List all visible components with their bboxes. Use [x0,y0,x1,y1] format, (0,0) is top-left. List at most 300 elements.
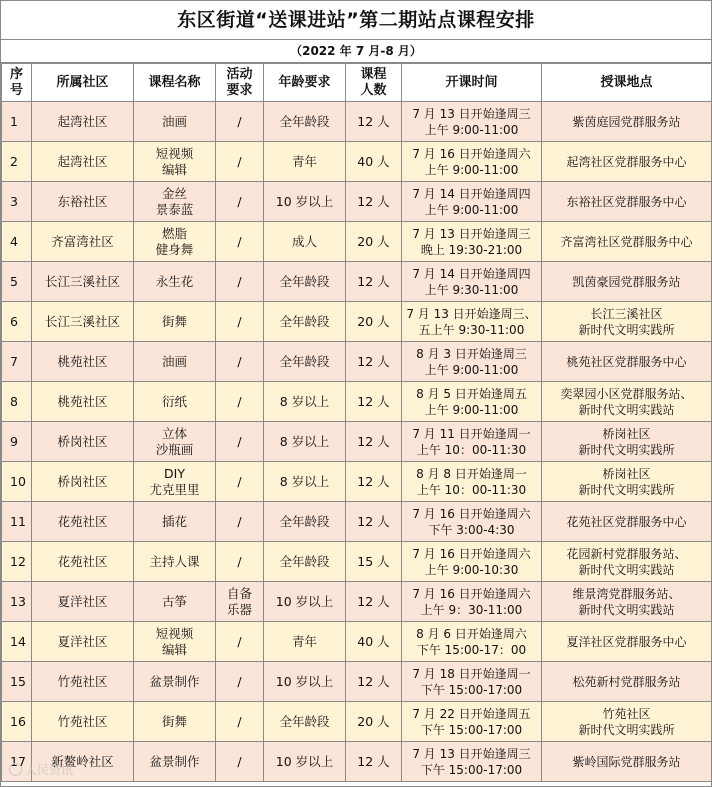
watermark [9,761,73,778]
cell-age-text: 全年龄段 [279,553,330,569]
cell-requirement [216,622,264,662]
cell-count [346,182,402,222]
cell-age-text: 全年龄段 [279,113,330,129]
table-row [2,622,712,662]
cell-no-text: 4 [10,233,18,249]
cell-no [2,302,32,342]
cell-course [134,622,216,662]
cell-time-text: 7 月 11 日开始逢周一 上午 10：00-11:30 [412,426,531,457]
cell-course-text: 燃脂 健身舞 [155,225,194,257]
cell-time-text: 7 月 13 日开始逢周三 下午 15:00-17:00 [412,746,531,777]
cell-place-text: 竹苑社区 新时代文明实践所 [578,706,675,737]
cell-no [2,342,32,382]
cell-time [402,222,542,262]
cell-time [402,422,542,462]
cell-place [542,542,712,582]
page-subtitle: （2022 年 7 月-8 月） [1,40,711,63]
cell-course-text: 永生花 [155,273,194,289]
cell-time [402,342,542,382]
cell-requirement-text: / [237,513,242,529]
cell-community [32,422,134,462]
cell-place-text: 紫茵庭园党群服务站 [572,114,681,129]
cell-community [32,142,134,182]
cell-course [134,302,216,342]
cell-requirement [216,502,264,542]
cell-place [542,222,712,262]
page-title: 东区街道“送课进站”第二期站点课程安排 [1,1,711,40]
cell-community-text: 桥岗社区 [57,433,108,449]
cell-count [346,302,402,342]
watermark-text: 人民资讯 [25,763,74,777]
cell-no [2,622,32,662]
cell-count [346,622,402,662]
cell-place-text: 花苑社区党群服务中心 [566,514,687,529]
cell-age [264,262,346,302]
cell-community-text: 新鳌岭社区 [51,753,114,769]
cell-no [2,542,32,582]
table-row [2,382,712,422]
cell-requirement [216,182,264,222]
cell-community-text: 东裕社区 [57,193,108,209]
cell-requirement-text: / [237,273,242,289]
cell-requirement-text: / [237,713,242,729]
cell-no [2,382,32,422]
watermark-logo-icon [9,763,22,776]
table-row [2,342,712,382]
cell-community [32,502,134,542]
cell-count [346,102,402,142]
cell-count-text: 12 人 [357,193,390,209]
cell-place [542,662,712,702]
cell-count-text: 12 人 [357,673,390,689]
cell-course [134,582,216,622]
cell-no-text: 1 [10,113,18,129]
cell-time [402,702,542,742]
cell-age-text: 8 岁以上 [279,393,330,409]
cell-requirement-text: / [237,193,242,209]
table-row [2,502,712,542]
cell-course-text: 盆景制作 [149,753,200,769]
cell-count [346,422,402,462]
cell-time-text: 7 月 22 日开始逢周五 下午 15:00-17:00 [412,706,531,737]
cell-course-text: 盆景制作 [149,673,200,689]
cell-place-text: 紫岭国际党群服务站 [572,754,681,769]
cell-count-text: 12 人 [357,433,390,449]
cell-age-text: 青年 [291,153,317,169]
cell-place [542,142,712,182]
cell-count-text: 12 人 [357,753,390,769]
header-requirement: 活动 要求 [216,64,264,102]
header-age: 年龄要求 [264,64,346,102]
cell-place [542,302,712,342]
cell-course [134,262,216,302]
cell-course-text: 短视频 编辑 [155,625,194,657]
cell-time [402,262,542,302]
cell-place [542,702,712,742]
cell-age [264,702,346,742]
cell-community-text: 起湾社区 [57,113,108,129]
cell-count-text: 12 人 [357,393,390,409]
cell-place [542,342,712,382]
cell-place-text: 维景湾党群服务站、 新时代文明实践站 [572,586,681,617]
cell-requirement [216,742,264,782]
cell-no-text: 15 [10,673,26,689]
cell-time [402,742,542,782]
cell-community [32,582,134,622]
cell-no-text: 5 [10,273,18,289]
cell-course-text: 衍纸 [161,393,187,409]
cell-age [264,662,346,702]
cell-count-text: 15 人 [357,553,390,569]
cell-count [346,142,402,182]
header-no: 序 号 [2,64,32,102]
cell-no-text: 14 [10,633,26,649]
cell-place-text: 桥岗社区 新时代文明实践所 [578,466,675,497]
cell-age-text: 8 岁以上 [279,473,330,489]
cell-time [402,622,542,662]
cell-count [346,462,402,502]
cell-community [32,262,134,302]
cell-age-text: 全年龄段 [279,273,330,289]
cell-no-text: 2 [10,153,18,169]
cell-course-text: 立体 沙瓶画 [155,425,194,457]
table-row [2,542,712,582]
cell-place [542,502,712,542]
cell-age [264,102,346,142]
cell-course [134,662,216,702]
table-row [2,182,712,222]
cell-count-text: 12 人 [357,513,390,529]
cell-place-text: 奕翠园小区党群服务站、 新时代文明实践站 [560,386,693,417]
cell-age [264,382,346,422]
cell-place [542,382,712,422]
cell-community-text: 长江三溪社区 [44,273,120,289]
cell-no [2,142,32,182]
cell-course [134,422,216,462]
cell-age [264,422,346,462]
cell-count-text: 12 人 [357,593,390,609]
cell-no-text: 6 [10,313,18,329]
cell-time-text: 7 月 16 日开始逢周六 上午 9:00-11:00 [412,146,531,177]
cell-age [264,222,346,262]
cell-community-text: 花苑社区 [57,553,108,569]
cell-no-text: 10 [10,473,26,489]
cell-community-text: 桃苑社区 [57,353,108,369]
cell-time-text: 7 月 14 日开始逢周四 上午 9:00-11:00 [412,186,531,217]
cell-place [542,742,712,782]
cell-community [32,302,134,342]
cell-no [2,102,32,142]
cell-requirement-text: / [237,113,242,129]
cell-no-text: 13 [10,593,26,609]
cell-requirement [216,462,264,502]
cell-count [346,582,402,622]
cell-course [134,382,216,422]
cell-time-text: 7 月 13 日开始逢周三 晚上 19:30-21:00 [412,226,531,257]
cell-course-text: 街舞 [161,313,187,329]
cell-no [2,462,32,502]
cell-course [134,182,216,222]
cell-requirement-text: / [237,753,242,769]
cell-course-text: 油画 [161,353,187,369]
cell-count [346,742,402,782]
cell-community [32,622,134,662]
cell-time [402,102,542,142]
cell-age [264,342,346,382]
cell-place-text: 起湾社区党群服务中心 [566,154,687,169]
cell-time-text: 7 月 16 日开始逢周六 上午 9:00-10:30 [412,546,531,577]
cell-requirement-text: / [237,433,242,449]
cell-age-text: 青年 [291,633,317,649]
header-course: 课程名称 [134,64,216,102]
cell-requirement-text: / [237,473,242,489]
cell-course [134,462,216,502]
table-row [2,142,712,182]
cell-count-text: 40 人 [357,633,390,649]
cell-age-text: 10 岁以上 [275,673,334,689]
table-row [2,222,712,262]
cell-community [32,342,134,382]
cell-course [134,742,216,782]
cell-course [134,222,216,262]
cell-count [346,222,402,262]
header-community: 所属社区 [32,64,134,102]
cell-count-text: 20 人 [357,313,390,329]
cell-no [2,262,32,302]
cell-time-text: 7 月 16 日开始逢周六 下午 3:00-4:30 [412,506,531,537]
cell-time [402,502,542,542]
cell-count-text: 20 人 [357,713,390,729]
cell-requirement [216,662,264,702]
cell-count-text: 12 人 [357,473,390,489]
cell-time-text: 8 月 3 日开始逢周三 上午 9:00-11:00 [416,346,527,377]
cell-community-text: 竹苑社区 [57,713,108,729]
cell-count-text: 40 人 [357,153,390,169]
cell-age [264,142,346,182]
cell-count [346,342,402,382]
cell-no-text: 11 [10,513,26,529]
cell-course-text: 街舞 [161,713,187,729]
cell-requirement-text: / [237,233,242,249]
cell-course-text: DIY 尤克里里 [149,465,200,497]
table-row [2,462,712,502]
cell-count [346,702,402,742]
cell-place-text: 长江三溪社区 新时代文明实践所 [578,306,675,337]
cell-requirement-text: 自备 乐器 [226,585,252,617]
cell-age [264,542,346,582]
cell-time-text: 8 月 5 日开始逢周五 上午 9:00-11:00 [416,386,527,417]
cell-course [134,702,216,742]
cell-place-text: 桥岗社区 新时代文明实践所 [578,426,675,457]
cell-community [32,382,134,422]
schedule-table [1,63,712,782]
cell-requirement-text: / [237,313,242,329]
cell-count [346,382,402,422]
cell-time-text: 7 月 14 日开始逢周四 上午 9:30-11:00 [412,266,531,297]
header-time: 开课时间 [402,64,542,102]
cell-age-text: 10 岁以上 [275,593,334,609]
cell-age-text: 全年龄段 [279,513,330,529]
cell-requirement-text: / [237,673,242,689]
table-row [2,302,712,342]
cell-count-text: 12 人 [357,273,390,289]
cell-count [346,262,402,302]
cell-no-text: 17 [10,753,26,769]
cell-age-text: 全年龄段 [279,313,330,329]
cell-no [2,702,32,742]
cell-requirement [216,222,264,262]
cell-place-text: 凯茵豪园党群服务站 [572,274,681,289]
cell-time [402,182,542,222]
table-row [2,102,712,142]
cell-no-text: 8 [10,393,18,409]
header-count: 课程 人数 [346,64,402,102]
cell-community-text: 桃苑社区 [57,393,108,409]
cell-age [264,302,346,342]
table-row [2,742,712,782]
cell-place [542,582,712,622]
cell-count [346,662,402,702]
cell-age [264,742,346,782]
cell-time [402,302,542,342]
cell-requirement [216,542,264,582]
cell-community [32,702,134,742]
cell-age-text: 10 岁以上 [275,753,334,769]
cell-time [402,142,542,182]
cell-course [134,542,216,582]
cell-time-text: 7 月 13 日开始逢周三、 五上午 9:30-11:00 [406,306,537,337]
cell-community-text: 桥岗社区 [57,473,108,489]
cell-requirement-text: / [237,353,242,369]
cell-place [542,182,712,222]
table-row [2,262,712,302]
table-row [2,582,712,622]
cell-count [346,502,402,542]
cell-course [134,142,216,182]
header-row [2,64,712,102]
cell-count [346,542,402,582]
cell-age-text: 全年龄段 [279,353,330,369]
cell-age [264,502,346,542]
cell-course-text: 古筝 [161,593,187,609]
cell-no-text: 16 [10,713,26,729]
cell-course [134,102,216,142]
cell-no [2,582,32,622]
cell-requirement [216,422,264,462]
cell-age-text: 10 岁以上 [275,193,334,209]
cell-community-text: 长江三溪社区 [44,313,120,329]
cell-place [542,102,712,142]
cell-community-text: 夏洋社区 [57,633,108,649]
cell-age [264,182,346,222]
cell-age-text: 8 岁以上 [279,433,330,449]
cell-no [2,182,32,222]
cell-no-text: 7 [10,353,18,369]
cell-place-text: 齐富湾社区党群服务中心 [560,234,693,249]
cell-time-text: 7 月 18 日开始逢周一 下午 15:00-17:00 [412,666,531,697]
cell-count-text: 20 人 [357,233,390,249]
cell-time [402,542,542,582]
cell-requirement [216,702,264,742]
cell-place-text: 花园新村党群服务站、 新时代文明实践站 [566,546,687,577]
cell-community-text: 夏洋社区 [57,593,108,609]
cell-time-text: 7 月 16 日开始逢周六 上午 9：30-11:00 [412,586,531,617]
cell-community-text: 齐富湾社区 [51,233,114,249]
cell-requirement [216,302,264,342]
cell-community-text: 花苑社区 [57,513,108,529]
cell-community [32,222,134,262]
cell-age [264,622,346,662]
cell-community-text: 竹苑社区 [57,673,108,689]
cell-time [402,382,542,422]
cell-time-text: 8 月 6 日开始逢周六 下午 15:00-17：00 [416,626,527,657]
cell-time [402,662,542,702]
cell-count-text: 12 人 [357,113,390,129]
header-place: 授课地点 [542,64,712,102]
cell-course [134,342,216,382]
cell-no-text: 12 [10,553,26,569]
cell-community [32,542,134,582]
cell-course-text: 主持人课 [149,553,200,569]
cell-requirement [216,102,264,142]
cell-requirement [216,582,264,622]
cell-age-text: 全年龄段 [279,713,330,729]
cell-no-text: 9 [10,433,18,449]
table-row [2,702,712,742]
cell-requirement [216,342,264,382]
cell-no [2,222,32,262]
cell-community [32,662,134,702]
cell-time [402,462,542,502]
cell-no [2,662,32,702]
cell-place [542,262,712,302]
cell-age [264,462,346,502]
cell-no-text: 3 [10,193,18,209]
cell-community [32,182,134,222]
cell-place [542,462,712,502]
cell-course [134,502,216,542]
cell-requirement-text: / [237,633,242,649]
cell-place-text: 松苑新村党群服务站 [572,674,681,689]
cell-place-text: 夏洋社区党群服务中心 [566,634,687,649]
cell-place-text: 东裕社区党群服务中心 [566,194,687,209]
cell-course-text: 金丝 景泰蓝 [155,185,194,217]
cell-place [542,422,712,462]
cell-count-text: 12 人 [357,353,390,369]
table-row [2,422,712,462]
cell-requirement-text: / [237,153,242,169]
cell-time-text: 8 月 8 日开始逢周一 上午 10：00-11:30 [416,466,527,497]
cell-place [542,622,712,662]
cell-requirement [216,382,264,422]
cell-age [264,582,346,622]
cell-requirement-text: / [237,393,242,409]
cell-time-text: 7 月 13 日开始逢周三 上午 9:00-11:00 [412,106,531,137]
cell-age-text: 成人 [291,233,317,249]
cell-time [402,582,542,622]
cell-no [2,502,32,542]
cell-community [32,462,134,502]
cell-requirement [216,262,264,302]
table-row [2,662,712,702]
cell-place-text: 桃苑社区党群服务中心 [566,354,687,369]
cell-community-text: 起湾社区 [57,153,108,169]
cell-course-text: 短视频 编辑 [155,145,194,177]
cell-no [2,422,32,462]
cell-course-text: 插花 [161,513,187,529]
cell-requirement [216,142,264,182]
cell-requirement-text: / [237,553,242,569]
